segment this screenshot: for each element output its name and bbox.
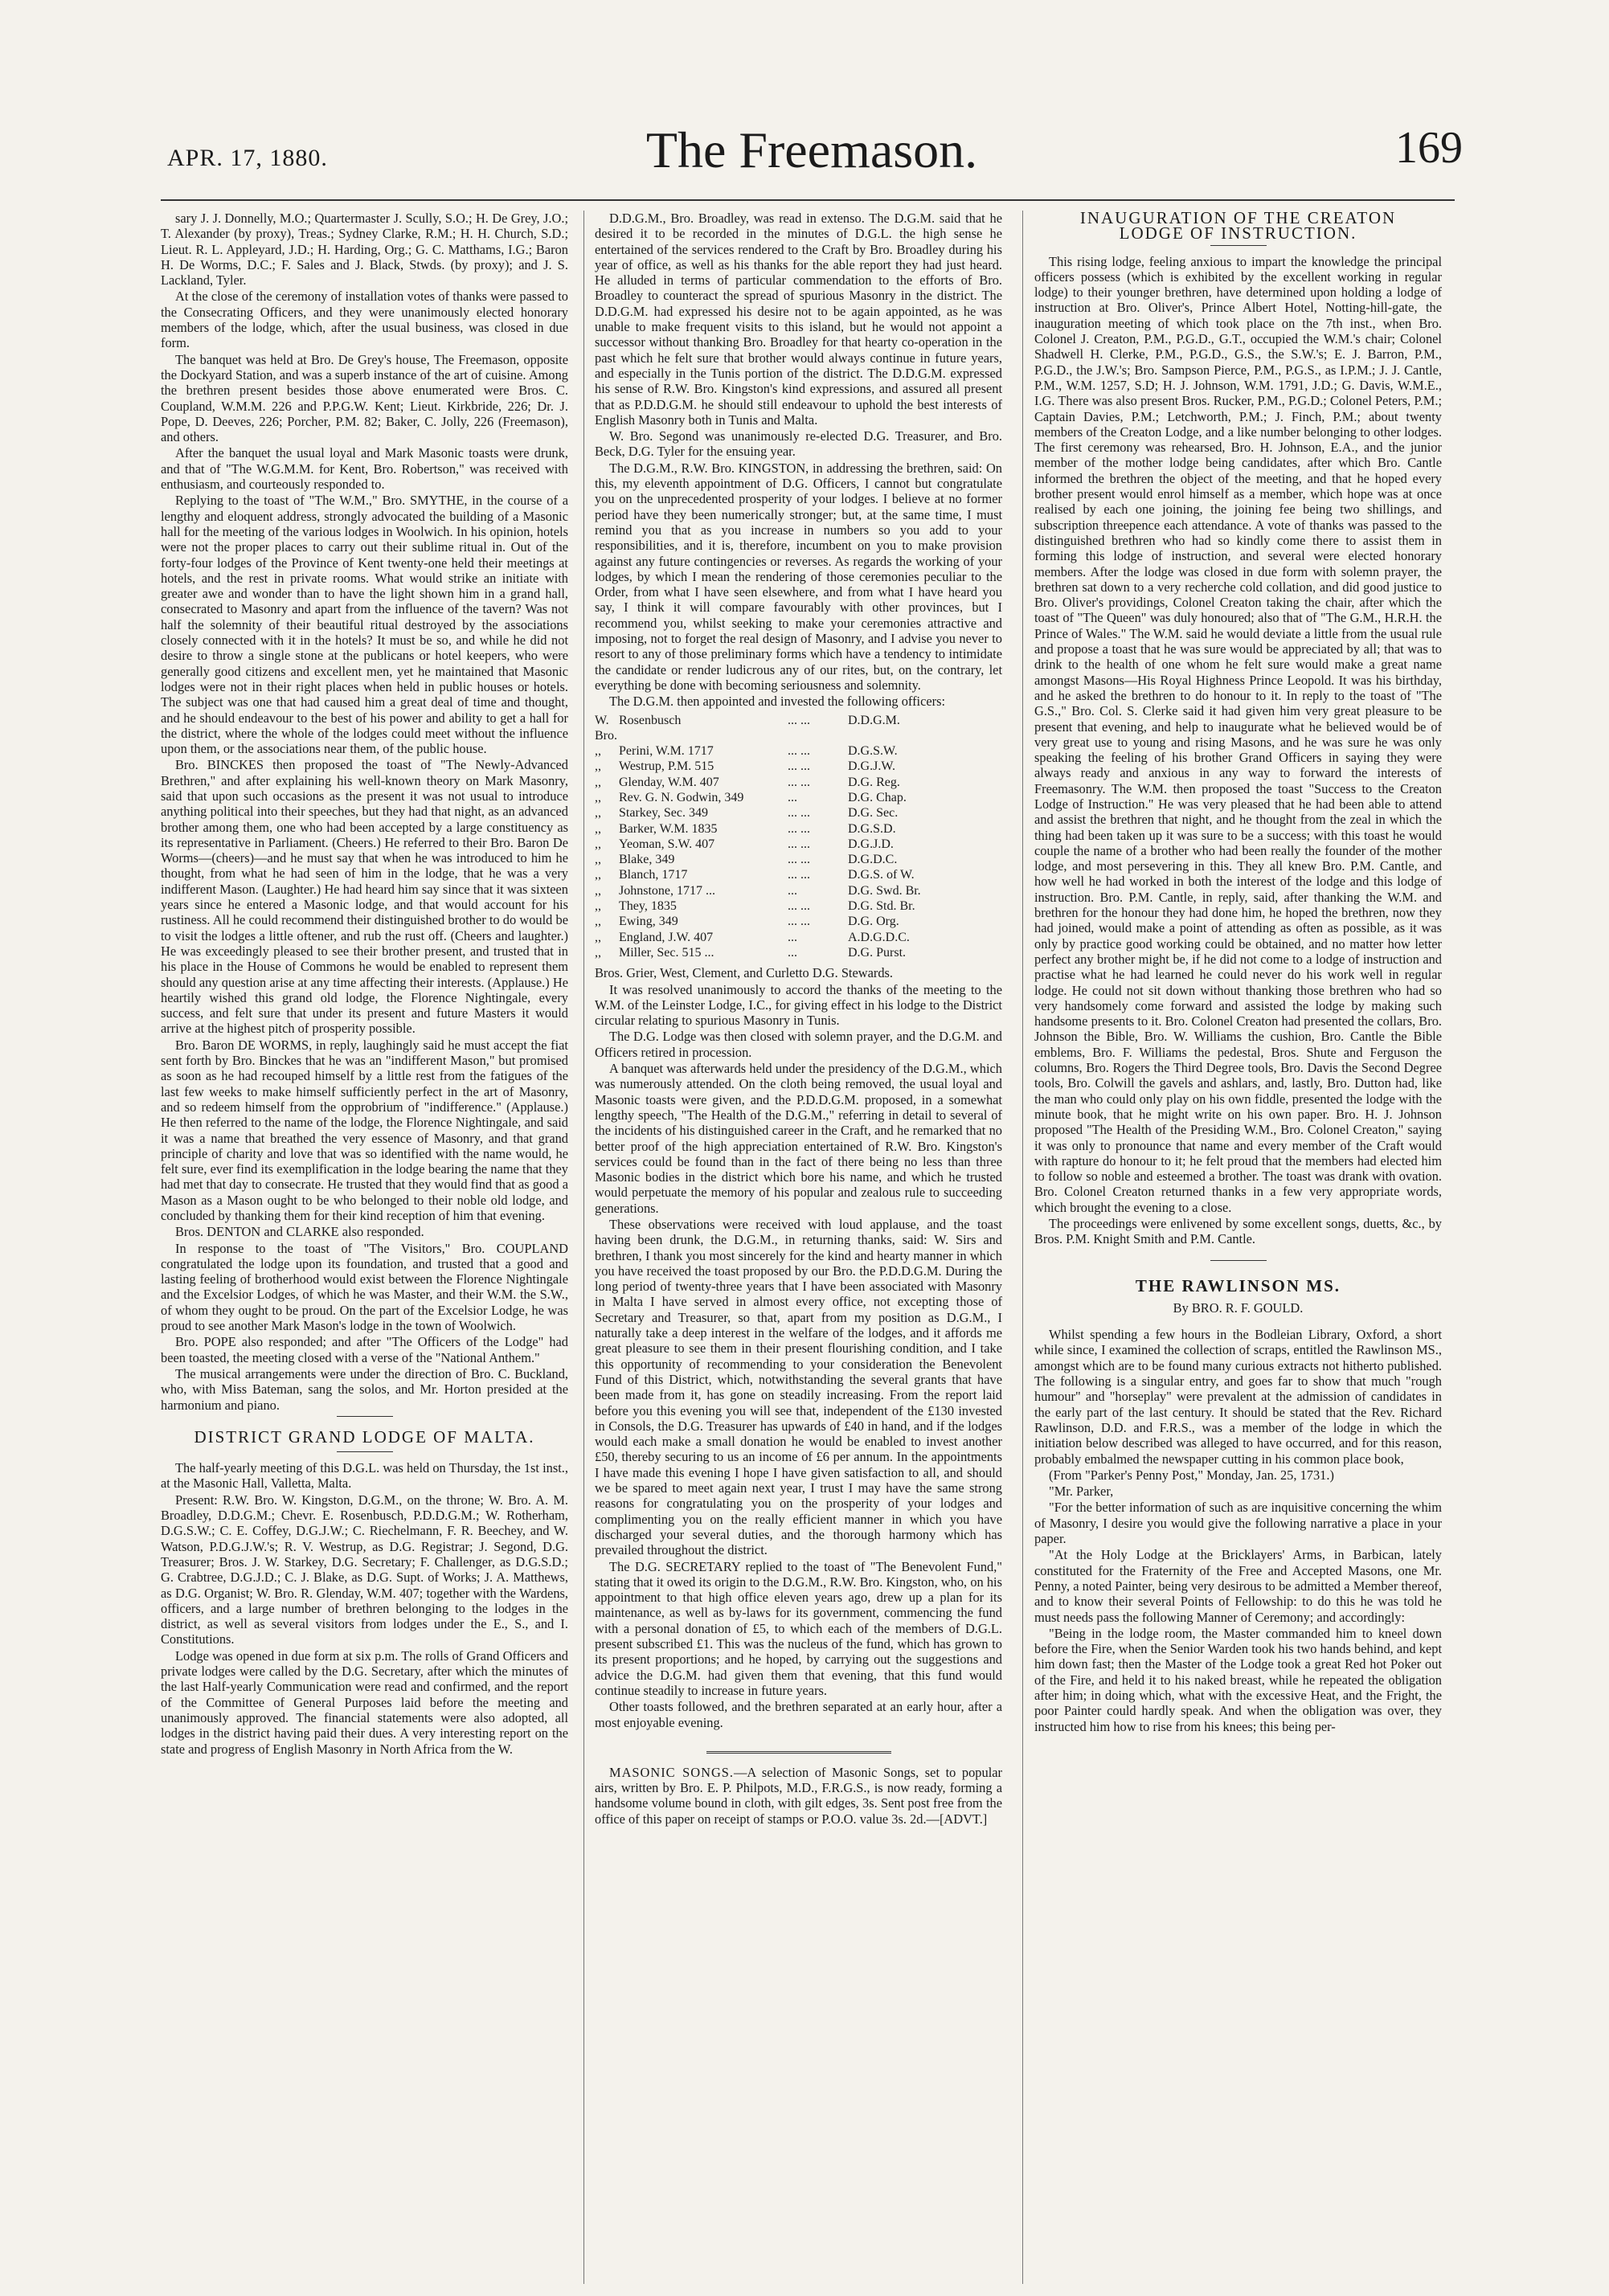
ad-lead: MASONIC SONGS. <box>609 1764 735 1780</box>
officer-row <box>595 837 1002 852</box>
officer-office: D.G.J.D. <box>848 837 894 851</box>
officer-prefix: ,, <box>595 853 601 867</box>
malta-report-continued <box>595 211 1002 710</box>
officer-prefix: W. Bro. <box>595 713 617 743</box>
section-title-rawlinson: THE RAWLINSON MS. <box>1135 1275 1341 1295</box>
officer-row <box>595 883 1002 898</box>
leader-dots: ... <box>788 930 797 944</box>
page-number: 169 <box>1395 123 1463 173</box>
leader-dots: ... ... <box>788 744 810 759</box>
header-rule <box>161 199 1455 201</box>
paragraph: The half-yearly meeting of this D.G.L. was held on Thursday, the 1st inst., at the Masonic Hall, Valletta, Malta. <box>161 1460 568 1492</box>
section-title-creaton <box>1034 208 1442 244</box>
newspaper-title: The Freemason. <box>645 121 978 178</box>
officer-name: Miller, Sec. 515 ... <box>619 945 714 960</box>
officer-office: D.D.G.M. <box>848 713 900 727</box>
leader-dots: ... ... <box>788 915 810 929</box>
officer-prefix: ,, <box>595 744 601 759</box>
officer-prefix: ,, <box>595 883 601 898</box>
leader-dots: ... ... <box>788 759 810 774</box>
officer-name: Blake, 349 <box>619 853 675 867</box>
section-divider <box>337 1451 393 1452</box>
leader-dots: ... <box>788 883 797 898</box>
paragraph: (From "Parker's Penny Post," Monday, Jan. 25, 1731.) <box>1049 1467 1334 1483</box>
paragraph: "Mr. Parker, <box>1049 1484 1114 1500</box>
section-divider <box>1210 245 1267 246</box>
officer-row <box>595 914 1002 929</box>
paragraph: Lodge was opened in due form at six p.m. The rolls of Grand Officers and private lodges were called by the D.G. Secretary, after which the minutes of the last Half-yearly Communication were read and confirmed, and the report of the Committee of General Purposes laid before the meeting and unanimously approved. The financial statements were also adopted, all lodges in the district having paid their dues. A very interesting report on the state and progress of English Masonry in North Africa from the W. <box>161 1647 568 1757</box>
paragraph: "At the Holy Lodge at the Bricklayers' Arms, in Barbican, lately constituted for the Fraternity of the Free and Accepted Masons, one Mr. Penny, a noted Painter, being very desirous to be admitted a Member thereof, and to know their several Points of Fellowship: to do this he was told he must needs pass the following Manner of Ceremony; and accordingly: <box>1034 1547 1442 1625</box>
officer-row <box>595 867 1002 882</box>
paragraph: The D.G. Lodge was then closed with solemn prayer, and the D.G.M. and Officers retired in procession. <box>595 1029 1002 1060</box>
officer-row <box>595 821 1002 837</box>
officer-row <box>595 713 1002 744</box>
officer-office: D.G.S.W. <box>848 744 898 759</box>
officer-prefix: ,, <box>595 837 601 851</box>
ad-divider <box>706 1751 891 1754</box>
officer-prefix: ,, <box>595 930 601 944</box>
paragraph: The D.G.M. then appointed and invested the following officers: <box>609 694 946 710</box>
officer-name: They, 1835 <box>619 899 677 914</box>
leader-dots: ... ... <box>788 806 810 821</box>
paragraph: The D.G.M., R.W. Bro. KINGSTON, in addressing the brethren, said: On this, my eleventh appointment of D.G. Officers, I cannot but congratulate you on the unprecedented prosperity of your lodges. I believe at no former period have they been numerically stronger; but, at the same time, I must remind you that as you increase in numbers so you add to your responsibilities, and it is, therefore, incumbent on you to make provision against any future contingencies or reverses. As regards the working of your lodges, by which I mean the rendering of those ceremonies peculiar to the Order, from what I have seen elsewhere, and from what I have heard you say, I think it will compare favourably with other provinces, but I recommend you, whilst seeking to make your ceremonies attractive and imposing, not to forget the real design of Masonry, and I advise you never to resort to any of those preliminary forms which have a tendency to intimidate the candidate or render ludicrous any of our rites, but, on the contrary, let everything be done with becoming seriousness and solemnity. <box>595 460 1002 693</box>
leader-dots: ... <box>788 945 797 960</box>
officer-row <box>595 759 1002 774</box>
section-divider <box>337 1416 393 1417</box>
officer-office: D.G. Sec. <box>848 806 899 821</box>
officer-office: D.G. Swd. Br. <box>848 883 921 898</box>
officer-name: Rosenbusch <box>619 713 682 727</box>
paragraph: D.D.G.M., Bro. Broadley, was read in extenso. The D.G.M. said that he desired it to be recorded in the minutes of D.G.L. the high sense he entertained of the services rendered to the Craft by Bro. Broadley during his year of office, as well as his thanks for the able report they had just heard. He alluded in terms of particular commendation to the efforts of Bro. Broadley to counteract the spread of spurious Masonry in the district. The D.D.G.M. had expressed his desire not to be again appointed, as he was unable to make frequent visits to this island, but he would not appoint a successor without thanking Bro. Broadley for that hearty co-operation in the past which he felt sure that brother would always continue in future years, and especially in the Tunis portion of the district. The D.D.G.M. expressed his sense of R.W. Bro. Kingston's kind expressions, and assured all present that as P.D.D.G.M. he should still endeavour to uphold the best interests of English Masonry both in Tunis and Malta. <box>595 211 1002 428</box>
officer-prefix: ,, <box>595 915 601 929</box>
leader-dots: ... <box>788 790 797 804</box>
creaton-title-line-2: LODGE OF INSTRUCTION. <box>1119 223 1357 244</box>
officer-row <box>595 945 1002 960</box>
leader-dots: ... ... <box>788 775 810 789</box>
officer-name: Perini, W.M. 1717 <box>619 744 714 759</box>
paragraph: Bros. DENTON and CLARKE also responded. <box>175 1224 424 1240</box>
officer-prefix: ,, <box>595 899 601 914</box>
malta-report-start <box>161 1460 568 1757</box>
officer-office: D.G. Reg. <box>848 775 900 789</box>
column-3 <box>1034 208 1442 1735</box>
section-title-malta: DISTRICT GRAND LODGE OF MALTA. <box>194 1426 535 1447</box>
officer-row <box>595 852 1002 867</box>
paragraph: "For the better information of such as are inquisitive concerning the whim of Masonry, I desire you would give the following narrative a place in your paper. <box>1034 1500 1442 1547</box>
advertisement <box>595 1765 1002 1827</box>
officer-office: D.G.J.W. <box>848 759 895 774</box>
paragraph: It was resolved unanimously to accord the thanks of the meeting to the W.M. of the Leinster Lodge, I.C., for giving effect in his lodge to the District circular relating to spurious Masonry in Tunis. <box>595 981 1002 1029</box>
paragraph: W. Bro. Segond was unanimously re-elected D.G. Treasurer, and Bro. Beck, D.G. Tyler for the ensuing year. <box>595 428 1002 460</box>
paragraph: At the close of the ceremony of installation votes of thanks were passed to the Consecrating Officers, and they were unanimously elected honorary members of the lodge, which, after the usual business, was closed in due form. <box>161 289 568 351</box>
creaton-report <box>1034 254 1442 1247</box>
officer-office: A.D.G.D.C. <box>848 930 910 944</box>
creaton-title-line-1: INAUGURATION OF THE CREATON <box>1079 208 1397 227</box>
paragraph: The musical arrangements were under the direction of Bro. C. Buckland, who, with Miss Bateman, sang the solos, and Mr. Horton presided at the harmonium and piano. <box>161 1365 568 1413</box>
stewards-line: Bros. Grier, West, Clement, and Curletto D.G. Stewards. <box>595 965 894 981</box>
officers-list <box>595 713 1002 961</box>
paragraph: Other toasts followed, and the brethren separated at an early hour, after a most enjoyable evening. <box>595 1699 1002 1730</box>
officer-row <box>595 898 1002 914</box>
officer-row <box>595 743 1002 759</box>
officer-office: D.G. Org. <box>848 915 899 929</box>
malta-banquet-report <box>595 982 1002 1730</box>
officer-name: Glenday, W.M. 407 <box>619 775 719 789</box>
leader-dots: ... ... <box>788 713 810 727</box>
officer-name: Barker, W.M. 1835 <box>619 821 718 836</box>
paragraph: Bro. Baron DE WORMS, in reply, laughingly said he must accept the fiat sent forth by Bro. Binckes that he was an "indifferent Mason," but promised as soon as he had recouped himself by a little rest from the fatigues of the last few weeks to make himself sufficiently perfect in the art of Masonry, and so redeem himself from the opprobrium of "indifference." (Applause.) He then referred to the name of the lodge, the Florence Nightingale, and said it was a name that breathed the very essence of Masonry, and that grand principle of charity and love that was so identified with the name would, he felt sure, ever find its exemplification in the lodge bearing the name that they had met that day to consecrate. He trusted that they would find that as good a Mason as a Mason ought to be who belonged to their noble old lodge, and concluded by thanking them for their kind reception of him that evening. <box>161 1037 568 1223</box>
officer-name: Starkey, Sec. 349 <box>619 806 708 821</box>
paragraph: Whilst spending a few hours in the Bodleian Library, Oxford, a short while since, I examined the collection of scraps, entitled the Rawlinson MS., amongst which are to be found many curious extracts not hitherto published. The following is a singular entry, and goes far to show that much "rough humour" and "horseplay" were prevalent at the admission of candidates in the early part of the last century. It should be stated that the Rev. Richard Rawlinson, D.D. and F.R.S., was a member of the lodge in which the initiation below described was alleged to have occurred, and for this reason, probably embalmed the newspaper cutting in his common place book, <box>1034 1327 1442 1467</box>
paragraph: "Being in the lodge room, the Master commanded him to kneel down before the Fire, when the Senior Warden took his two hands behind, and kept him down fast; then the Master of the Lodge took a great Red hot Poker out of the Fire, and held it to his naked breast, while he repeated the obligation after him; in doing which, what with the excessive Heat, and the Fright, the poor Painter could hardly speak. And when the obligation was over, they instructed him how to rise from his knees; this being per- <box>1034 1625 1442 1734</box>
byline: By BRO. R. F. GOULD. <box>1173 1299 1304 1316</box>
officer-name: Johnstone, 1717 ... <box>619 883 715 898</box>
officer-office: D.G. Chap. <box>848 790 907 804</box>
rawlinson-article <box>1034 1327 1442 1734</box>
leader-dots: ... ... <box>788 868 810 882</box>
paragraph: The D.G. SECRETARY replied to the toast of "The Benevolent Fund," stating that it owed its origin to the D.G.M., R.W. Bro. Kingston, who, on his appointment to that high office eleven years ago, drew up a plan for its maintenance, as well as by-laws for its government, commencing the fund with a personal donation of £5, to which each of the members of D.G.L. present subscribed £1. This was the nucleus of the fund, which has grown to its present proportions; and he hoped, by carrying out the suggestions and advice the D.G.M. had given them that evening, that this fund would continue steadily to increase in future years. <box>595 1558 1002 1698</box>
officer-name: Blanch, 1717 <box>619 868 688 882</box>
paragraph: In response to the toast of "The Visitors," Bro. COUPLAND congratulated the lodge upon its foundation, and trusted that a good and lasting feeling of brotherhood would exist between the Florence Nightingale and the Excelsior Lodges, of which he was Master, and their W.M. the S.W., of whom they ought to be proud. On the part of the Excelsior Lodge, he was proud to see another Mark Mason's lodge in the town of Woolwich. <box>161 1240 568 1334</box>
officer-office: D.G.S. of W. <box>848 868 915 882</box>
officer-office: D.G.S.D. <box>848 821 896 836</box>
leader-dots: ... ... <box>788 821 810 836</box>
officer-prefix: ,, <box>595 806 601 821</box>
paragraph: The proceedings were enlivened by some excellent songs, duetts, &c., by Bros. P.M. Knight Smith and P.M. Cantle. <box>1034 1216 1442 1247</box>
section-divider <box>1210 1260 1267 1261</box>
officer-office: D.G.D.C. <box>848 853 898 867</box>
officer-prefix: ,, <box>595 945 601 960</box>
installation-report <box>161 211 568 1413</box>
officer-office: D.G. Purst. <box>848 945 907 960</box>
officer-name: Ewing, 349 <box>619 915 678 929</box>
officer-name: Rev. G. N. Godwin, 349 <box>619 790 744 804</box>
column-divider <box>1022 211 1023 2284</box>
officer-prefix: ,, <box>595 775 601 789</box>
leader-dots: ... ... <box>788 837 810 851</box>
column-2 <box>595 211 1002 1827</box>
officer-prefix: ,, <box>595 790 601 804</box>
officer-office: D.G. Std. Br. <box>848 899 915 914</box>
officer-prefix: ,, <box>595 821 601 836</box>
paragraph: Bro. BINCKES then proposed the toast of "The Newly-Advanced Brethren," and after explaining his well-known theory on Mark Masonry, said that upon such occasions as the present it was not usual to introduce anything political into their speeches, but they had that night, as an advanced brother among them, one who had been accepted by a large constituency as its representative in Parliament. (Cheers.) He referred to their Bro. Baron De Worms—(cheers)—and he must say that when he was introduced to him he thought, from what he had seen of him in the lodge, that he was a very indifferent Mason. (Laughter.) He had heard him say since that it was sixteen years since he entered a Masonic lodge, and that would account for his rustiness. All he could recommend their distinguished brother to do would be to visit the lodges a little oftener, and rub the rust off. (Cheers and laughter.) He was exceedingly pleased to see their brother present, and trusted that in his place in the House of Commons he would be enabled to represent them should any question arise at any time affecting their interests. (Applause.) He heartily wished this grand old lodge, the Florence Nightingale, every success, and felt sure that under its present and future Masters it would arrive at the highest pitch of prosperity possible. <box>161 757 568 1037</box>
leader-dots: ... ... <box>788 899 810 914</box>
paragraph: Replying to the toast of "The W.M.," Bro. SMYTHE, in the course of a lengthy and eloquent address, strongly advocated the building of a Masonic hall for the meeting of the various lodges in Woolwich. In his opinion, hotels were not the proper places to carry out their sublime ritual in. Out of the forty-four lodges of the Province of Kent twenty-one held their meetings at hotels, and the rest in private rooms. What would strike an initiate with greater awe and wonder than to have the light shown him in a grand hall, consecrated to Masonry and apart from the influence of the tavern? Was not half the solemnity of their beautiful ritual destroyed by the associations closely connected with it in the hotels? It must be so, and while he did not desire to throw a single stone at the publicans or hotel keepers, who were generally good citizens and excellent men, yet he maintained that Masonic lodges were not in their right places when held in public houses or hotels. The subject was one that had caused him a great deal of time and thought, and he should endeavour to the best of his power and ability to get a hall for the district, where the whole of the lodges could meet without the influence upon them, or the associations near them, of the public house. <box>161 493 568 757</box>
paragraph: Bro. POPE also responded; and after "The Officers of the Lodge" had been toasted, the meeting closed with a verse of the "National Anthem." <box>161 1334 568 1365</box>
officer-row <box>595 805 1002 821</box>
officer-prefix: ,, <box>595 868 601 882</box>
paragraph: After the banquet the usual loyal and Mark Masonic toasts were drunk, and that of "The W.G.M.M. for Kent, Bro. Robertson," was received with enthusiasm, and courteously responded to. <box>161 445 568 493</box>
paragraph: Present: R.W. Bro. W. Kingston, D.G.M., on the throne; W. Bro. A. M. Broadley, D.D.G.M.; Chevr. E. Rosenbusch, P.D.D.G.M.; W. Rotherham, D.G.S.W.; C. E. Coffey, D.G.J.W.; C. Riechelmann, F. R. Beechey, and W. Watson, P.D.G.J.W.'s; R. V. Westrup, as D.G. Registrar; J. Segond, D.G. Treasurer; Bros. J. W. Starkey, D.G. Secretary; F. Challenger, as D.G.S.D.; G. Crabtree, D.G.J.D.; C. J. Blake, as D.G. Supt. of Works; J. A. Matthews, as D.G. Organist; W. Bro. R. Glenday, W.M. 407; together with the Wardens, officers, and a large number of brethren belonging to the lodges in the district, as well as several visitors from lodges under the E., S., and I. Constitutions. <box>161 1492 568 1647</box>
paragraph: These observations were received with loud applause, and the toast having been drunk, the D.G.M., in returning thanks, said: W. Sirs and brethren, I thank you most sincerely for the kind and hearty manner in which you have received the toast proposed by our Bro. the P.D.D.G.M. During the long period of twenty-three years that I have been associated with Masonry in Malta I have served in almost every office, not excepting those of Secretary and Treasurer, so that, apart from my position as D.G.M., I naturally take a deep interest in the welfare of the lodges, and it affords me great pleasure to see them in their present flourishing condition, and I take this opportunity of recommending to your consideration the Benevolent Fund of this District, which, notwithstanding the several grants that have been made from it, has gone on steadily increasing. From the report laid before you this evening you will see that, independent of the £130 invested in Consols, the D.G. Treasurer has upwards of £40 in hand, and if the lodges would each make a small donation he would be enabled to invest another £50, thereby securing to us an income of £6 per annum. In the appointments I have made this evening I hope I have given satisfaction to all, and should we be spared to meet again next year, I trust I may have the same strong reasons for congratulating you on the prosperity of your lodges and complimenting you on the really efficient manner in which you have discharged your several duties, and the thorough harmony which has prevailed throughout the district. <box>595 1217 1002 1558</box>
masthead <box>161 121 1463 193</box>
officer-row <box>595 775 1002 790</box>
officer-name: England, J.W. 407 <box>619 930 714 944</box>
paragraph: sary J. J. Donnelly, M.O.; Quartermaster J. Scully, S.O.; H. De Grey, J.O.; T. Alexander (by proxy), Treas.; Sydney Clarke, R.M.; H. H. Church, S.D.; Lieut. R. L. Appleyard, J.D.; H. Harding, Org.; G. C. Matthams, I.G.; Baron H. De Worms, D.C.; F. Sales and J. Black, Stwds. (by proxy); and J. S. Lackland, Tyler. <box>161 211 568 289</box>
officer-row <box>595 930 1002 945</box>
officer-name: Westrup, P.M. 515 <box>619 759 714 774</box>
paragraph: The banquet was held at Bro. De Grey's house, The Freemason, opposite the Dockyard Station, and was a superb instance of the art of cuisine. Among the brethren present besides those above enumerated were Bros. C. Coupland, W.M.M. 226 and P.P.G.W. Kent; Lieut. Kirkbride, 226; Dr. J. Pope, D. Deeves, 226; Porcher, P.M. 82; Baker, C. Jolly, 226 (Freemason), and others. <box>161 351 568 445</box>
leader-dots: ... ... <box>788 853 810 867</box>
issue-date: APR. 17, 1880. <box>167 145 328 171</box>
paragraph: This rising lodge, feeling anxious to impart the knowledge the principal officers possess (which is exhibited by the excellent working in regular lodge) to their younger brethren, have determined upon holding a lodge of instruction at Bro. Oliver's, Prince Albert Hotel, Notting-hill-gate, the inauguration meeting of which took place on the 7th inst., when Bro. Colonel J. Creaton, P.M., P.G.D., G.T., occupied the W.M.'s chair; Colonel Shadwell H. Clerke, P.M., P.G.D., G.S., the S.W.'s; E. J. Barron, P.M., P.G.D., the J.W.'s; Bro. Sampson Pierce, P.M., P.G.S., as I.P.M.; J. J. Cantle, P.M., W.M. 1257, S.D; H. J. Johnson, W.M. 1791, J.D.; G. Davis, W.M.E., I.G. There was also present Bros. Rucker, P.M., P.G.D.; Colonel Peters, P.M.; Captain Davies, P.M.; Letchworth, P.M.; J. Finch, P.M.; about twenty members of the Creaton Lodge, and a like number belonging to other lodges. The first ceremony was rehearsed, Bro. H. Johnson, E.A., and the junior member of the mother lodge being candidates, after which Bro. Cantle informed the brethren the object of the meeting, and that he hoped every brother present would enrol himself as a member, which hope was at once realised by each one joining, the joining fee being two shillings, and subscription threepence each attendance. A vote of thanks was passed to the distinguished brethren who had so kindly come there to assist them in forming this lodge of instruction, and several were elected honorary members. After the lodge was closed in due form with solemn prayer, the brethren sat down to a very recherche cold collation, and did good justice to Bro. Oliver's providings, Colonel Creaton taking the chair, after which the toast of "The Queen" was duly honoured; also that of "The G.M., H.R.H. the Prince of Wales." The W.M. said he would deviate a little from the usual rule and propose a toast that he was sure would be appreciated by all; that was to drink to the health of one whom he felt sure would make a great name amongst Masons—His Royal Highness Prince Leopold. It was his birthday, and he asked the brethren to do honour to it. In reply to the toast of "The G.S.," Bro. Col. S. Clerke said it had given him very great pleasure to be present that evening, and help to inaugurate what he believed would be of very great use to young and rising Masons, and he was sure he was only speaking the feeling of his brother Grand Officers in saying they were always ready and anxious in any way to forward the interests of Freemasonry. The W.M. then proposed the toast "Success to the Creaton Lodge of Instruction." He was very pleased that he had been able to attend and assist the brethren that night, and he thought from the zeal in which the thing had been taken up it was sure to be a success; with this toast he would couple the name of a brother who had been really the founder of the mother lodge, and most persevering in this. They all knew Bro. P.M. Cantle, and how well he had worked in both the interest of the lodge and this lodge of instruction. Bro. P.M. Cantle, in reply, said, after thanking the W.M. and brethren for the honour they had done him, he hoped the brethren, now they had joined, would make a point of attending as often as possible, as it was only by practice good working could be obtained, and no matter how letter perfect any brother might be, if he did not come to a lodge of instruction and practise what he had learned he could never do his work well in regular lodge. He could not sit down without thanking those brethren who had so very handsomely come forward and assisted the lodge by making such handsome presents to it. Bro. Colonel Creaton had presented the collars, Bro. Johnson the Bible, Bro. W. Williams the cushion, Bro. Cantle the Bible emblems, Bro. F. Williams the pedestal, Bros. Shute and Ferguson the columns, Bro. Rogers the Third Degree tools, Bro. Davis the Second Degree tools, Bro. Colwill the gavels and ashlars, and, lastly, Bro. Dutton had, like the man who could only play on his own fiddle, presented the lodge with the minute book, that he might write on his own paper. Bro. H. J. Johnson proposed "The Health of the Presiding W.M., Bro. Colonel Creaton," saying it was only to pronounce that name and every member of the Craft would with rapture do honour to it; he felt proud that the members had elected him to follow so noble and esteemed a brother. The toast was drank with ovation. Bro. Colonel Creaton returned thanks in a few very appropriate words, which brought the evening to a close. <box>1034 253 1442 1215</box>
ad-text: —A selection of Masonic Songs, set to popular airs, written by Bro. E. P. Philpots, M.D., F.R.G.S., is now ready, forming a handsome volume bound in cloth, with gilt edges, 3s. Sent post free from the office of this paper on receipt of stamps or P.O.O. value 3s. 2d.—[ADVT.] <box>595 1764 1002 1827</box>
column-divider <box>583 211 584 2284</box>
column-1 <box>161 211 568 1758</box>
paragraph: A banquet was afterwards held under the presidency of the D.G.M., which was numerously attended. On the cloth being removed, the usual loyal and Masonic toasts were given, and the P.D.D.G.M. proposed, in a somewhat lengthy speech, "The Health of the D.G.M.," referring in detail to several of the incidents of his distinguished career in the Craft, and he remarked that no better proof of the high appreciation entertained of R.W. Bro. Kingston's services could be found than in the fact of there being no less than three Masonic bodies in the district which bore his name, and which he trusted would perpetuate the memory of his popular and zealous rule to succeeding generations. <box>595 1061 1002 1216</box>
officer-prefix: ,, <box>595 759 601 774</box>
officer-name: Yeoman, S.W. 407 <box>619 837 715 851</box>
officer-row <box>595 790 1002 805</box>
